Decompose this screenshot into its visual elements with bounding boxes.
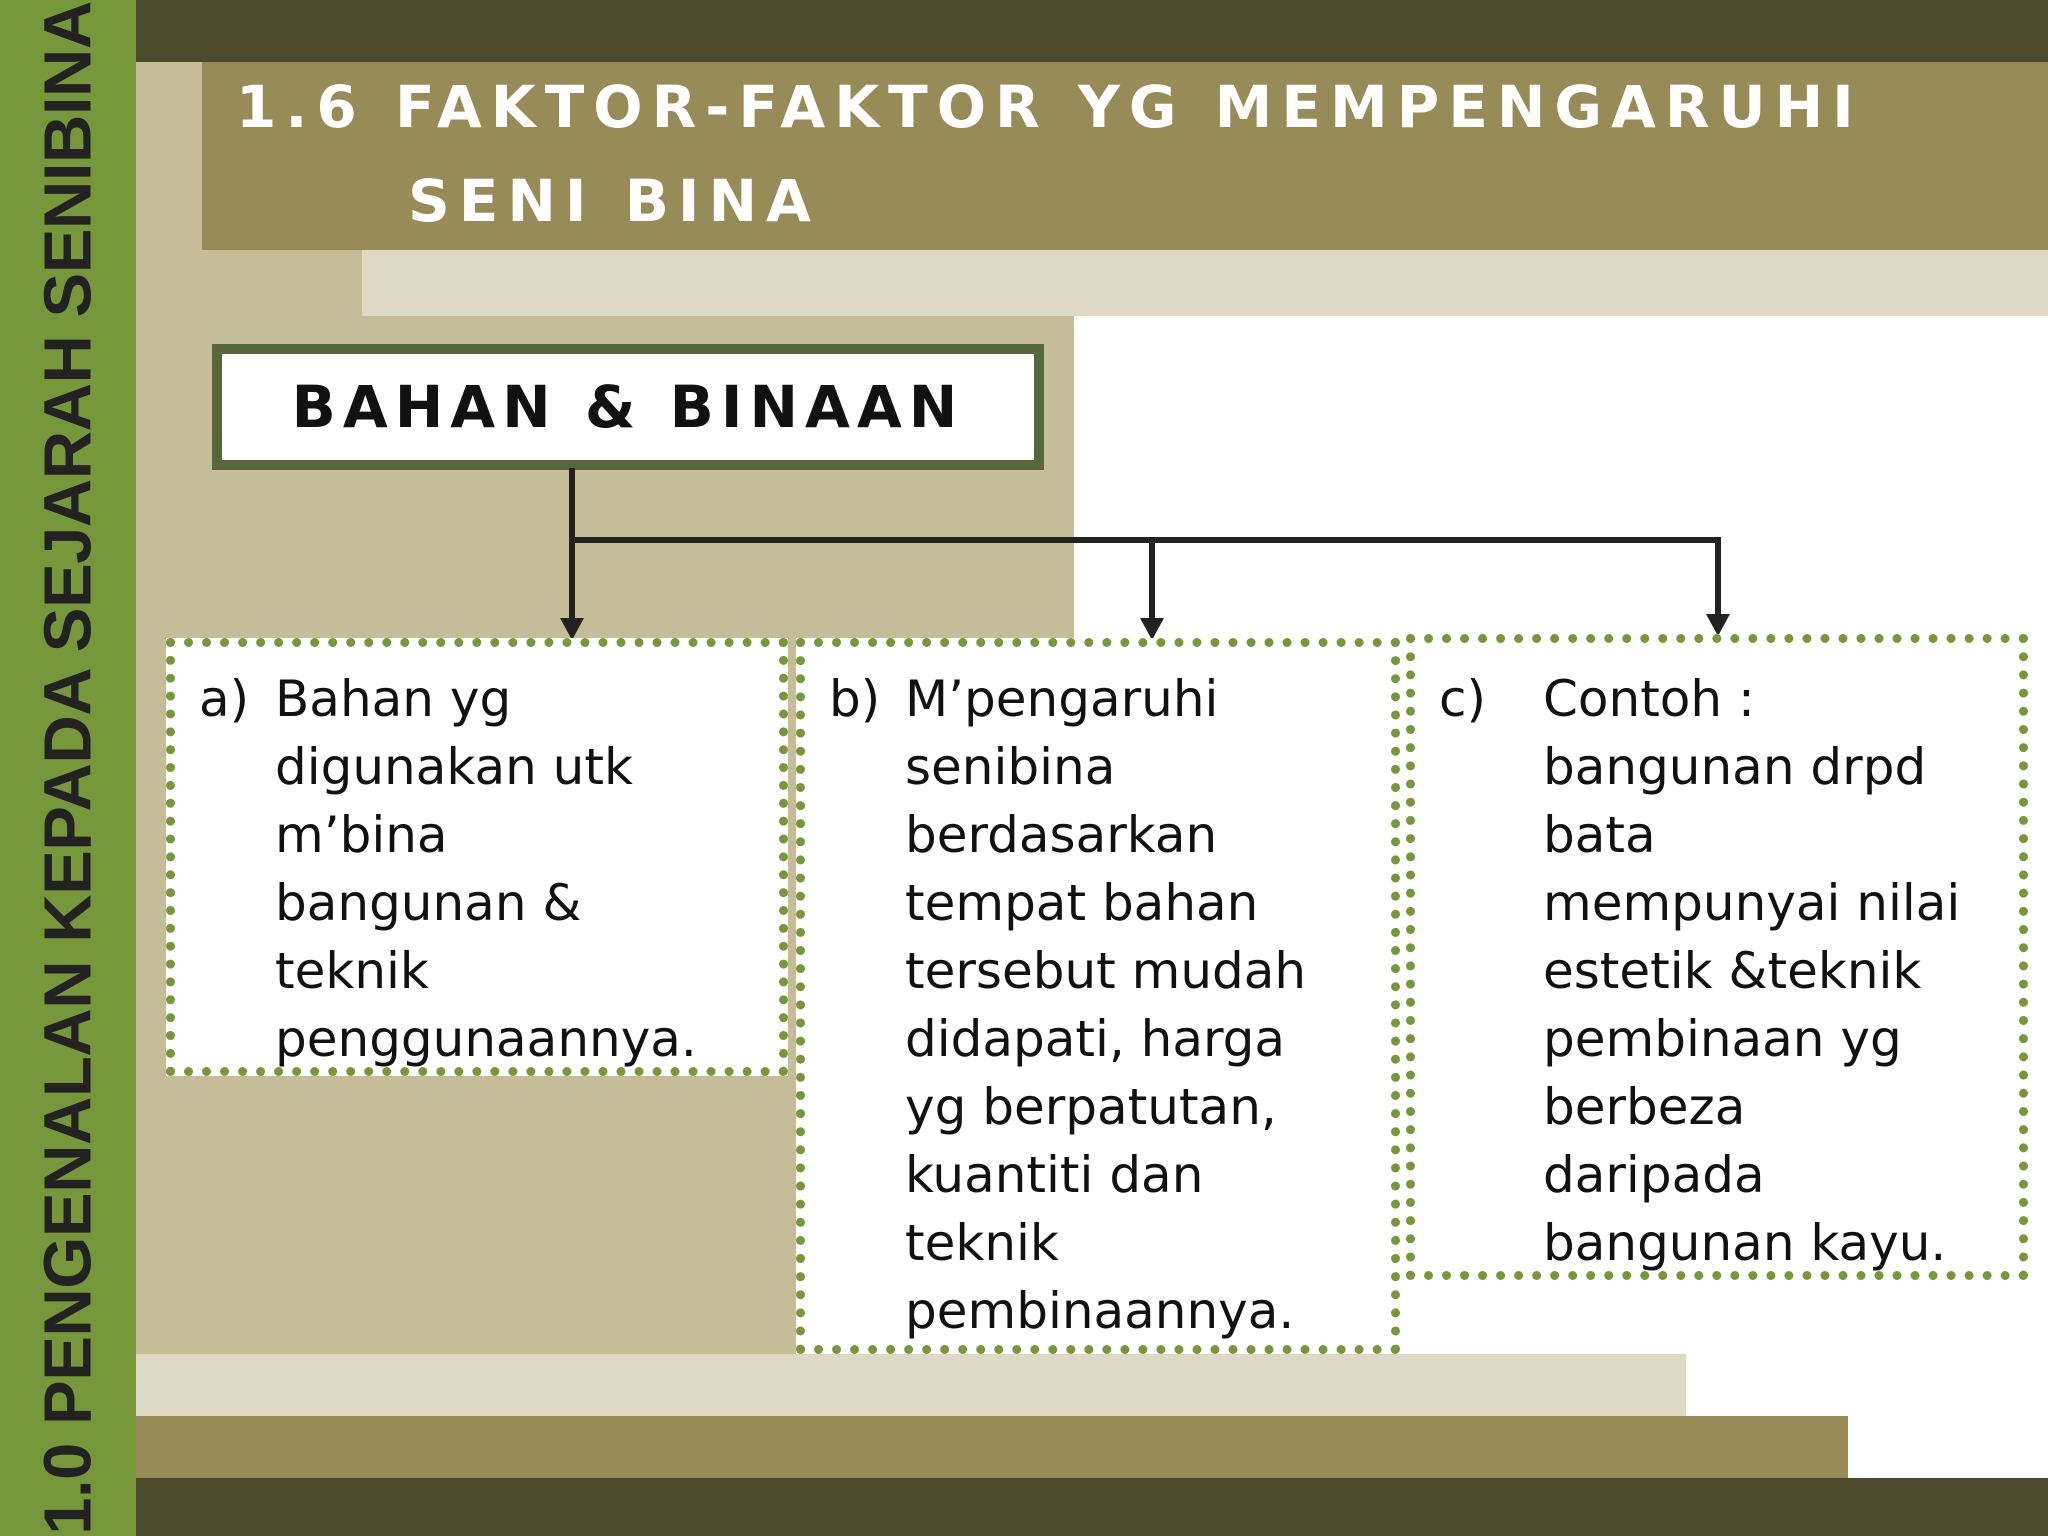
leaf-line: M’pengaruhi [905, 670, 1219, 728]
leaf-line: estetik &teknik [1543, 942, 1922, 1000]
leaf-letter: a) [199, 670, 250, 728]
leaf-line: mempunyai nilai [1543, 874, 1961, 932]
leaf-line: bata [1543, 806, 1656, 864]
leaf-line: teknik [275, 942, 429, 1000]
leaf-line: didapati, harga [905, 1010, 1286, 1068]
leaf-letter: b) [829, 670, 881, 728]
leaf-line: m’bina [275, 806, 448, 864]
leaf-letter: c) [1439, 670, 1486, 728]
leaf-line: daripada [1543, 1146, 1765, 1204]
bottom-dark-band [136, 1478, 2048, 1536]
leaf-line: Contoh : [1543, 670, 1755, 728]
leaf-line: teknik [905, 1214, 1059, 1272]
leaf-line: berbeza [1543, 1078, 1746, 1136]
bottom-olive-band [136, 1416, 1848, 1478]
leaf-text [905, 665, 1306, 1345]
arrowhead-c [1706, 614, 1730, 636]
leaf-line: bangunan kayu. [1543, 1214, 1947, 1272]
root-label: BAHAN & BINAAN [291, 373, 965, 441]
leaf-text [275, 665, 697, 1073]
side-label: 1.0 PENGENALAN KEPADA SEJARAH SENIBINA [30, 1, 106, 1535]
leaf-line: kuantiti dan [905, 1146, 1204, 1204]
bottom-light-band [136, 1354, 1686, 1416]
leaf-line: pembinaan yg [1543, 1010, 1902, 1068]
leaf-line: penggunaannya. [275, 1010, 697, 1068]
leaf-line: bangunan drpd [1543, 738, 1927, 796]
leaf-line: tempat bahan [905, 874, 1259, 932]
root-box [212, 344, 1044, 470]
arrowhead-b [1140, 618, 1164, 640]
leaf-line: Bahan yg [275, 670, 512, 728]
leaf-box-b [796, 638, 1400, 1354]
top-bar [136, 0, 2048, 62]
leaf-line: digunakan utk [275, 738, 633, 796]
leaf-line: yg berpatutan, [905, 1078, 1277, 1136]
page-title-line-2: SENI BINA [408, 167, 820, 235]
leaf-line: pembinaannya. [905, 1282, 1295, 1340]
leaf-box-a [166, 638, 788, 1076]
light-band [362, 250, 2048, 316]
leaf-text [1543, 665, 1960, 1277]
leaf-line: tersebut mudah [905, 942, 1307, 1000]
leaf-line: berdasarkan [905, 806, 1218, 864]
page-title-line-1: 1.6 FAKTOR-FAKTOR YG MEMPENGARUHI [236, 73, 1863, 141]
leaf-box-c [1406, 634, 2028, 1280]
leaf-line: bangunan & [275, 874, 582, 932]
leaf-line: senibina [905, 738, 1116, 796]
